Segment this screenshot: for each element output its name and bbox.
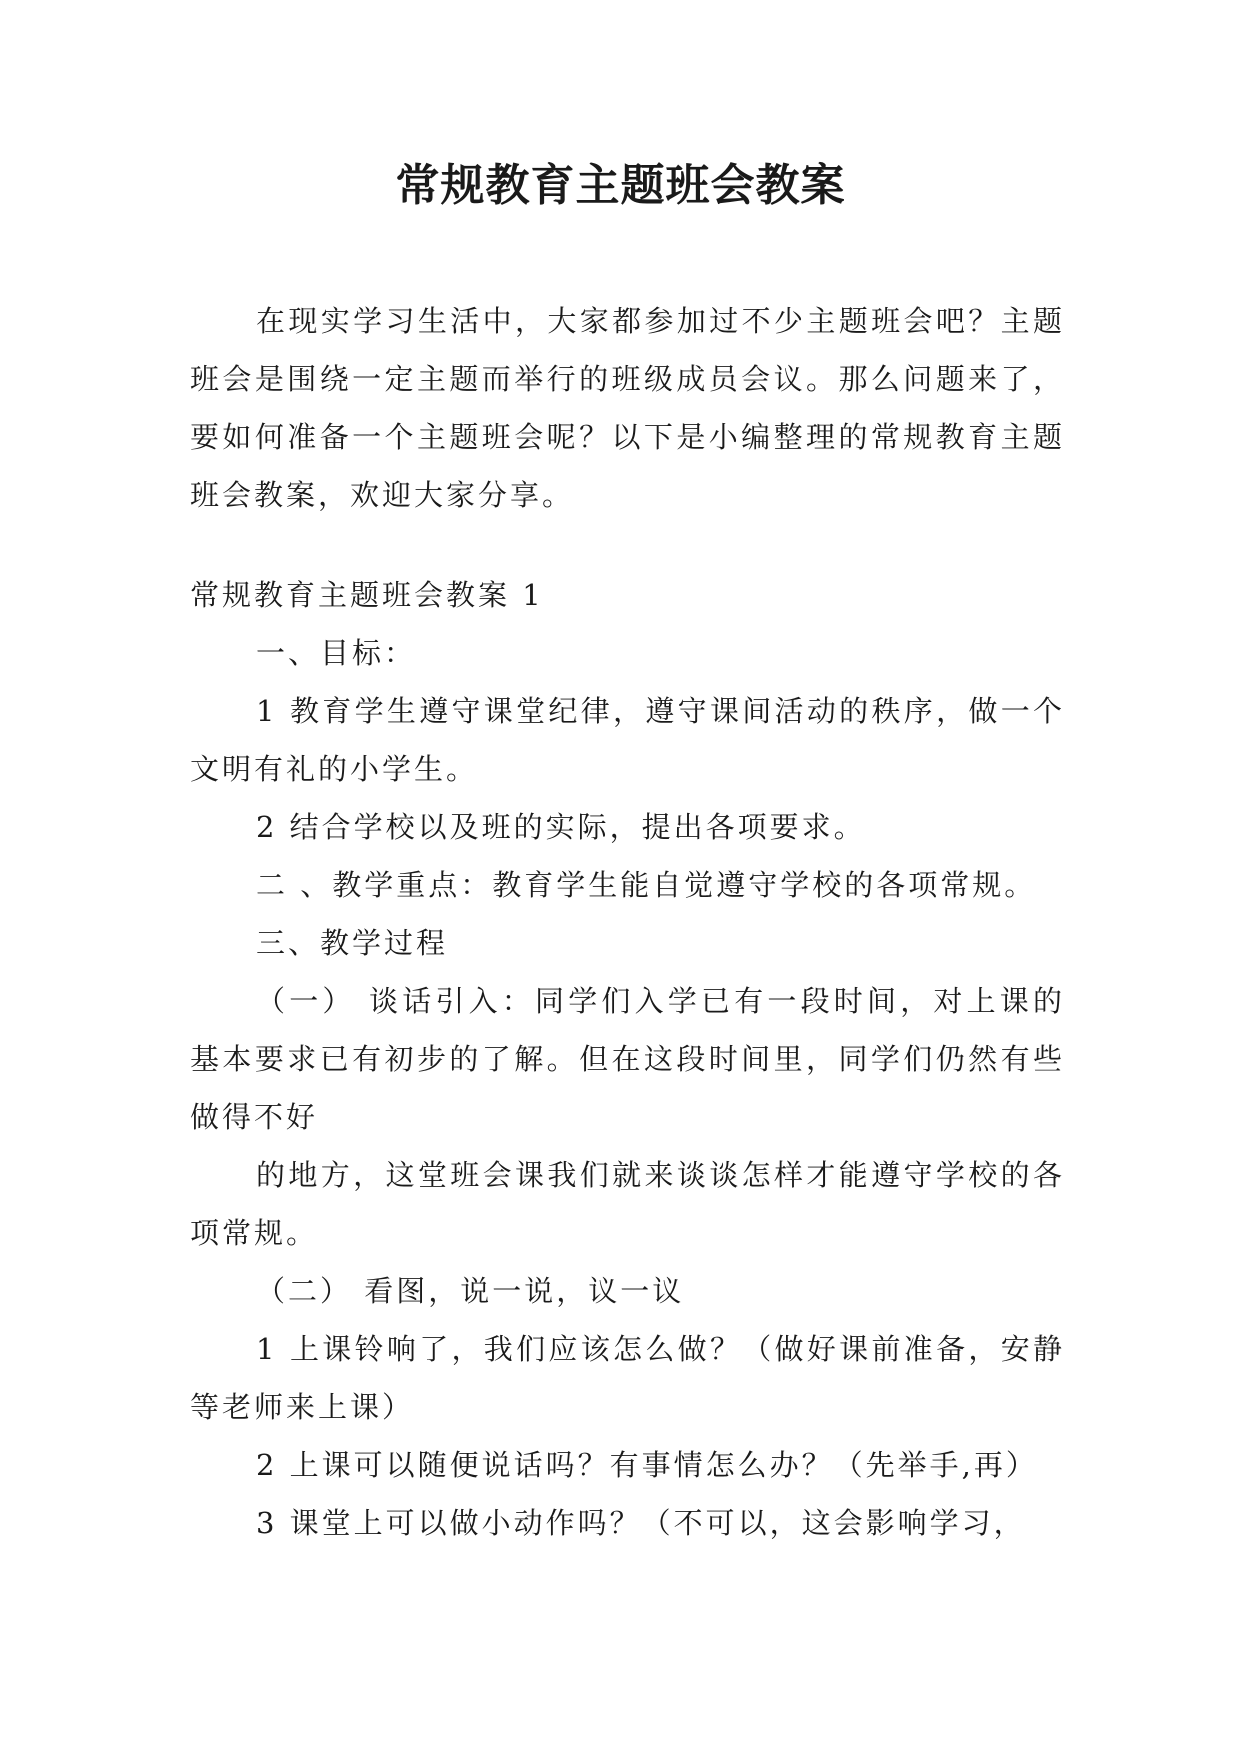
paragraph-introduction-talk: （一） 谈话引入：同学们入学已有一段时间，对上课的基本要求已有初步的了解。但在这段时间里，同学们仍然有些做得不好 xyxy=(190,984,1065,1134)
intro-paragraph: 在现实学习生活中，大家都参加过不少主题班会吧？主题班会是围绕一定主题而举行的班级成员会议。那么问题来了，要如何准备一个主题班会呢？以下是小编整理的常规教育主题班会教案，欢迎大家分享。 xyxy=(190,304,1065,512)
paragraph-process-heading: 三、教学过程 xyxy=(256,926,449,960)
paragraph-question-1: 1 上课铃响了，我们应该怎么做？（做好课前准备，安静等老师来上课） xyxy=(190,1332,1065,1424)
document-title: 常规教育主题班会教案 xyxy=(395,160,846,211)
paragraph-question-3: 3 课堂上可以做小动作吗？（不可以，这会影响学习， xyxy=(256,1506,1026,1540)
paragraph-look-and-discuss: （二） 看图，说一说，议一议 xyxy=(256,1274,685,1308)
paragraph-introduction-talk-continued: 的地方，这堂班会课我们就来谈谈怎样才能遵守学校的各项常规。 xyxy=(190,1158,1065,1250)
document-body xyxy=(190,292,1065,1552)
paragraph-objectives-heading: 一、目标： xyxy=(256,636,417,670)
paragraph-key-points: 二 、教学重点：教育学生能自觉遵守学校的各项常规。 xyxy=(256,868,1037,902)
paragraph-objective-2: 2 结合学校以及班的实际，提出各项要求。 xyxy=(256,810,866,844)
paragraph-question-2: 2 上课可以随便说话吗？有事情怎么办？（先举手,再） xyxy=(256,1448,1038,1482)
paragraph-objective-1: 1 教育学生遵守课堂纪律，遵守课间活动的秩序，做一个文明有礼的小学生。 xyxy=(190,694,1065,786)
section-heading: 常规教育主题班会教案 1 xyxy=(190,578,544,612)
